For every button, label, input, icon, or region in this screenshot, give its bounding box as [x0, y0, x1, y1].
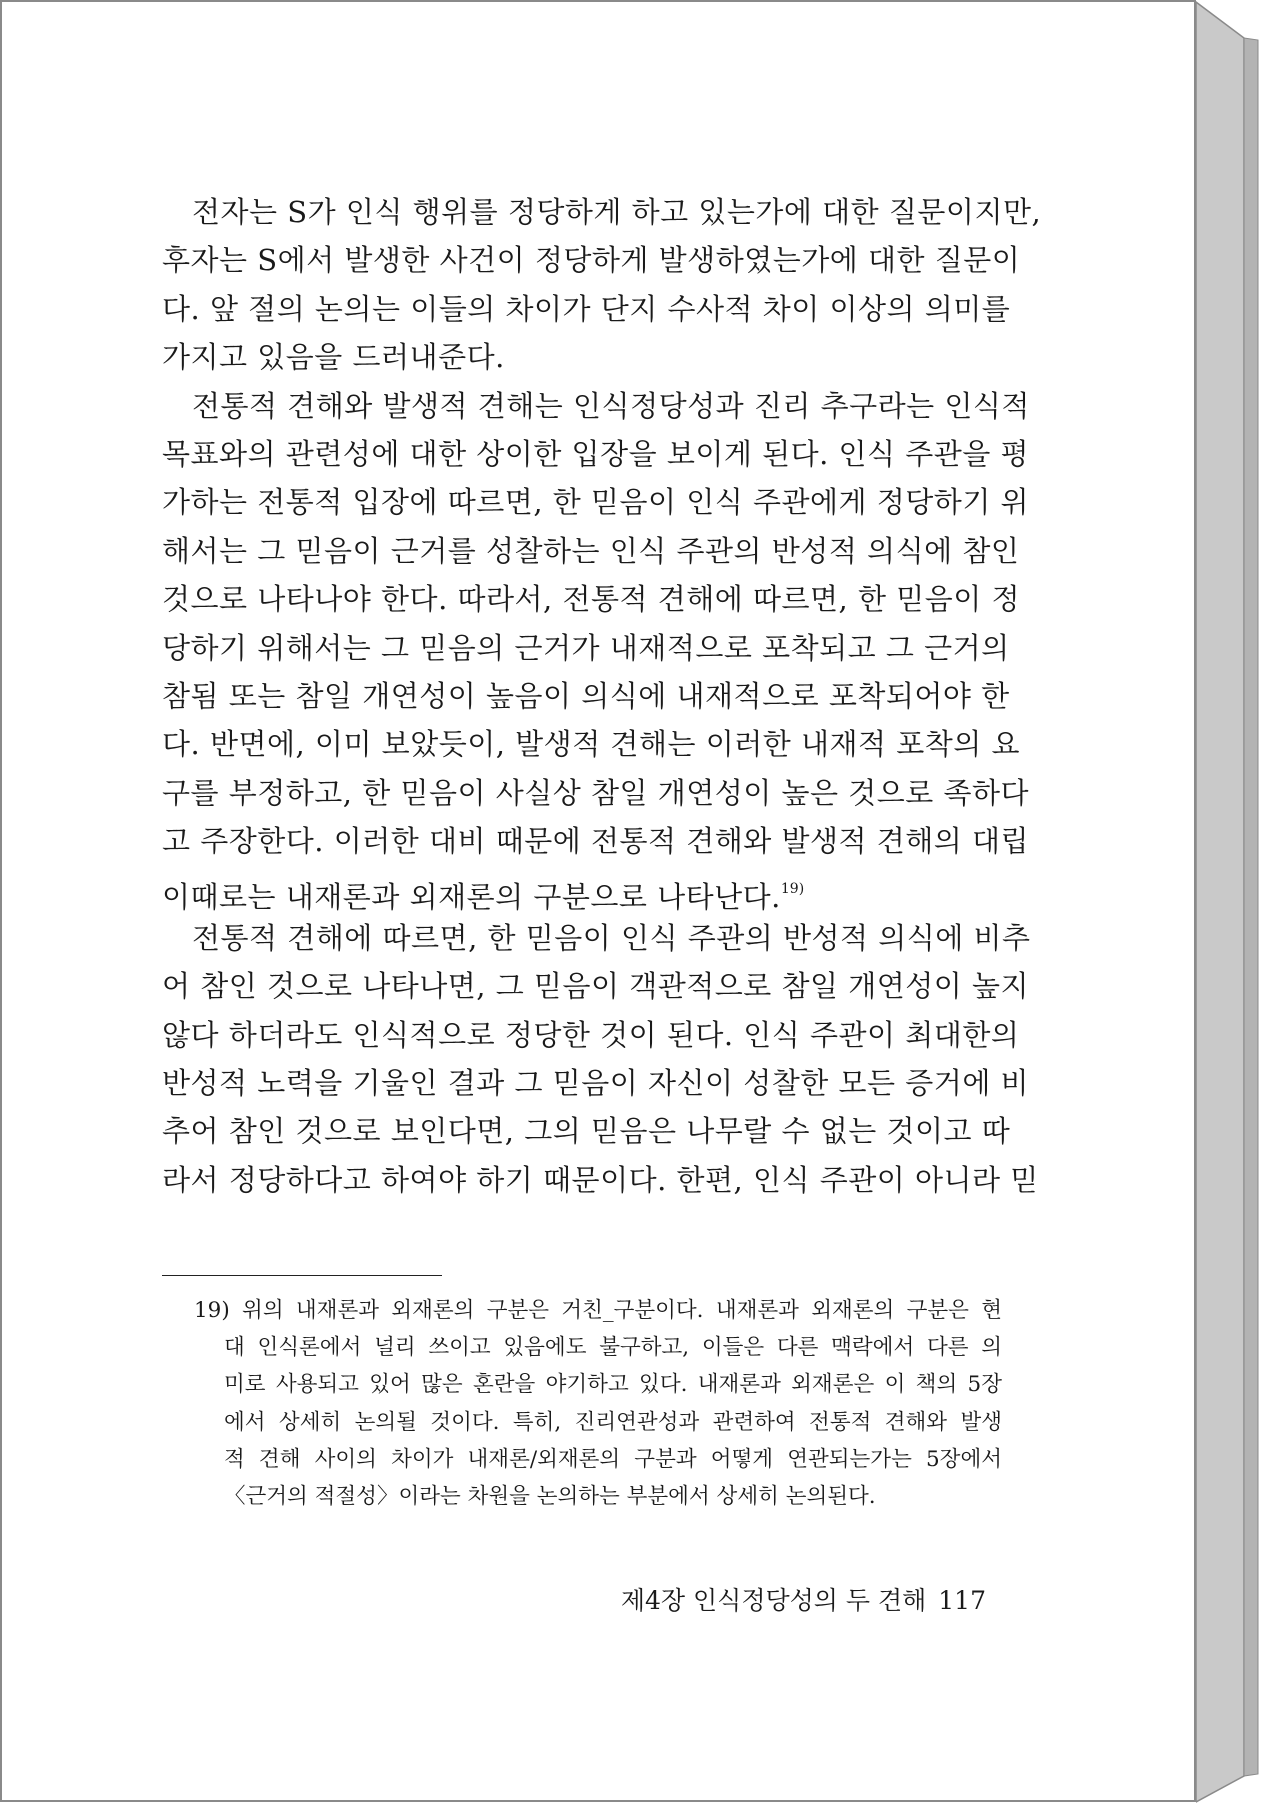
text-line: 것으로 나타나야 한다. 따라서, 전통적 견해에 따르면, 한 믿음이 정	[162, 582, 1020, 617]
footnote-line: 에서 상세히 논의될 것이다. 특히, 진리연관성과 관련하여 전통적 견해와 발생	[224, 1409, 1002, 1435]
text-line: 전자는 S가 인식 행위를 정당하게 하고 있는가에 대한 질문이지만,	[192, 195, 1042, 229]
text-line: 당하기 위해서는 그 믿음의 근거가 내재적으로 포착되고 그 근거의	[162, 630, 1010, 665]
text-line: 해서는 그 믿음이 근거를 성찰하는 인식 주관의 반성적 의식에 참인	[162, 533, 1020, 568]
paragraph	[162, 914, 1039, 1204]
text-line: 추어 참인 것으로 보인다면, 그의 믿음은 나무랄 수 없는 것이고 따	[162, 1114, 1011, 1149]
footnote-line: 미로 사용되고 있어 많은 혼란을 야기하고 있다. 내재론과 외재론은 이 책의 5장	[224, 1372, 1002, 1398]
text-line: 목표와의 관련성에 대한 상이한 입장을 보이게 된다. 인식 주관을 평	[162, 436, 1030, 471]
text-line: 전통적 견해와 발생적 견해는 인식정당성과 진리 추구라는 인식적	[192, 388, 1030, 423]
book-edge-shape	[1196, 0, 1271, 1806]
text-line: 이때로는 내재론과 외재론의 구분으로 나타난다.	[162, 880, 781, 915]
running-footer	[616, 1584, 986, 1618]
text-line: 가하는 전통적 입장에 따르면, 한 믿음이 인식 주관에게 정당하기 위	[162, 485, 1030, 520]
page-number: 117	[938, 1586, 986, 1615]
text-line: 다. 앞 절의 논의는 이들의 차이가 단지 수사적 차이 이상의 의미를	[162, 291, 1011, 326]
footnote-line: 대 인식론에서 널리 쓰이고 있음에도 불구하고, 이들은 다른 맥락에서 다른 의	[224, 1335, 1002, 1361]
footnote-divider	[162, 1275, 442, 1276]
text-line: 않다 하더라도 인식적으로 정당한 것이 된다. 인식 주관이 최대한의	[162, 1017, 1020, 1052]
text-line: 구를 부정하고, 한 믿음이 사실상 참일 개연성이 높은 것으로 족하다	[162, 775, 1030, 810]
paragraph	[162, 382, 1030, 915]
footnote	[194, 1292, 1002, 1515]
text-line: 어 참인 것으로 나타나면, 그 믿음이 객관적으로 참일 개연성이 높지	[162, 969, 1030, 1004]
text-line-with-footnote	[162, 865, 1002, 913]
text-line: 다. 반면에, 이미 보았듯이, 발생적 견해는 이러한 내재적 포착의 요	[162, 727, 1020, 762]
chapter-title: 제4장 인식정당성의 두 견해	[620, 1586, 927, 1615]
text-line: 반성적 노력을 기울인 결과 그 믿음이 자신이 성찰한 모든 증거에 비	[162, 1066, 1030, 1101]
footnote-marker[interactable]: 19)	[780, 881, 805, 898]
text-line: 라서 정당하다고 하여야 하기 때문이다. 한편, 인식 주관이 아니라 믿	[162, 1162, 1039, 1197]
footnote-line: 〈근거의 적절성〉이라는 차원을 논의하는 부분에서 상세히 논의된다.	[224, 1483, 876, 1509]
footnote-line: 19) 위의 내재론과 외재론의 구분은 거친_구분이다. 내재론과 외재론의 구분은 현	[194, 1298, 1002, 1323]
text-line: 참됨 또는 참일 개연성이 높음이 의식에 내재적으로 포착되어야 한	[162, 678, 1010, 713]
paragraph	[162, 188, 1042, 382]
text-line: 전통적 견해에 따르면, 한 믿음이 인식 주관의 반성적 의식에 비추	[192, 920, 1031, 955]
footnote-line: 적 견해 사이의 차이가 내재론/외재론의 구분과 어떻게 연관되는가는 5장에서	[224, 1446, 1002, 1472]
body-text	[162, 188, 1042, 1204]
text-line: 후자는 S에서 발생한 사건이 정당하게 발생하였는가에 대한 질문이	[162, 243, 1021, 278]
text-line: 고 주장한다. 이러한 대비 때문에 전통적 견해와 발생적 견해의 대립	[162, 824, 1030, 859]
text-line: 가지고 있음을 드러내준다.	[162, 340, 505, 375]
book-edge	[1196, 0, 1271, 1806]
